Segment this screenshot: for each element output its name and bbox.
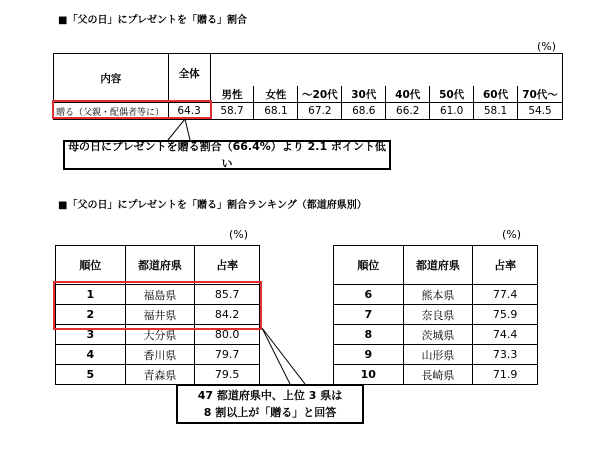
value-cell: 79.7 <box>195 345 260 365</box>
unit-label-right: (%) <box>502 228 522 241</box>
cell-age-60: 58.1 <box>474 103 518 120</box>
header-age-30: 30代 <box>342 86 386 103</box>
header-content: 内容 <box>54 54 169 103</box>
header-age-20: ～20代 <box>298 86 342 103</box>
row-label: 贈る（父親・配偶者等に） <box>54 103 169 120</box>
header-female: 女性 <box>254 86 298 103</box>
header-age-70: 70代～ <box>518 86 563 103</box>
section-title-gift-ratio: ■「父の日」にプレゼントを「贈る」割合 <box>58 15 248 26</box>
cell-age-50: 61.0 <box>430 103 474 120</box>
rank-cell: 8 <box>334 325 404 345</box>
pref-cell: 香川県 <box>125 345 195 365</box>
value-cell: 85.7 <box>195 285 260 305</box>
table-row <box>334 305 538 325</box>
rank-cell: 4 <box>56 345 126 365</box>
pref-cell: 長崎県 <box>403 365 473 385</box>
table-row <box>56 345 260 365</box>
pref-cell: 奈良県 <box>403 305 473 325</box>
pref-cell: 福井県 <box>125 305 195 325</box>
table-row <box>334 285 538 305</box>
header-total: 全体 <box>168 54 210 103</box>
rank-cell: 7 <box>334 305 404 325</box>
header-prefecture: 都道府県 <box>403 246 473 285</box>
table-row <box>334 345 538 365</box>
cell-total: 64.3 <box>168 103 210 120</box>
unit-label-left: (%) <box>229 228 249 241</box>
rank-cell: 5 <box>56 365 126 385</box>
pref-cell: 山形県 <box>403 345 473 365</box>
rank-cell: 9 <box>334 345 404 365</box>
value-cell: 80.0 <box>195 325 260 345</box>
header-share: 占率 <box>195 246 260 285</box>
header-age-60: 60代 <box>474 86 518 103</box>
value-cell: 79.5 <box>195 365 260 385</box>
header-share: 占率 <box>473 246 538 285</box>
header-age-40: 40代 <box>386 86 430 103</box>
pref-cell: 大分県 <box>125 325 195 345</box>
cell-age-20: 67.2 <box>298 103 342 120</box>
cell-female: 68.1 <box>254 103 298 120</box>
header-age-50: 50代 <box>430 86 474 103</box>
callout-mothers-day-comparison: 母の日にプレゼントを贈る割合（66.4%）より 2.1 ポイント低い <box>63 140 391 170</box>
rank-cell: 2 <box>56 305 126 325</box>
header-male: 男性 <box>210 86 254 103</box>
cell-age-40: 66.2 <box>386 103 430 120</box>
header-rank: 順位 <box>334 246 404 285</box>
pref-cell: 茨城県 <box>403 325 473 345</box>
pref-cell: 青森県 <box>125 365 195 385</box>
cell-age-30: 68.6 <box>342 103 386 120</box>
ranking-table-right <box>333 245 538 385</box>
rank-cell: 6 <box>334 285 404 305</box>
cell-age-70: 54.5 <box>518 103 563 120</box>
table-row <box>334 365 538 385</box>
header-rank: 順位 <box>56 246 126 285</box>
unit-label: (%) <box>537 40 557 53</box>
value-cell: 77.4 <box>473 285 538 305</box>
pref-cell: 福島県 <box>125 285 195 305</box>
callout-line-2: 8 割以上が「贈る」と回答 <box>203 406 337 419</box>
cell-male: 58.7 <box>210 103 254 120</box>
section-title-ranking: ■「父の日」にプレゼントを「贈る」割合ランキング（都道府県別） <box>58 200 367 211</box>
value-cell: 73.3 <box>473 345 538 365</box>
rank-cell: 3 <box>56 325 126 345</box>
header-prefecture: 都道府県 <box>125 246 195 285</box>
value-cell: 84.2 <box>195 305 260 325</box>
pref-cell: 熊本県 <box>403 285 473 305</box>
value-cell: 75.9 <box>473 305 538 325</box>
rank-cell: 1 <box>56 285 126 305</box>
rank-cell: 10 <box>334 365 404 385</box>
callout-line-1: 47 都道府県中、上位 3 県は <box>197 389 343 402</box>
value-cell: 74.4 <box>473 325 538 345</box>
table-row <box>56 365 260 385</box>
highlight-top3-box <box>53 281 262 330</box>
callout-top3-summary <box>176 384 364 424</box>
table-row <box>334 325 538 345</box>
value-cell: 71.9 <box>473 365 538 385</box>
